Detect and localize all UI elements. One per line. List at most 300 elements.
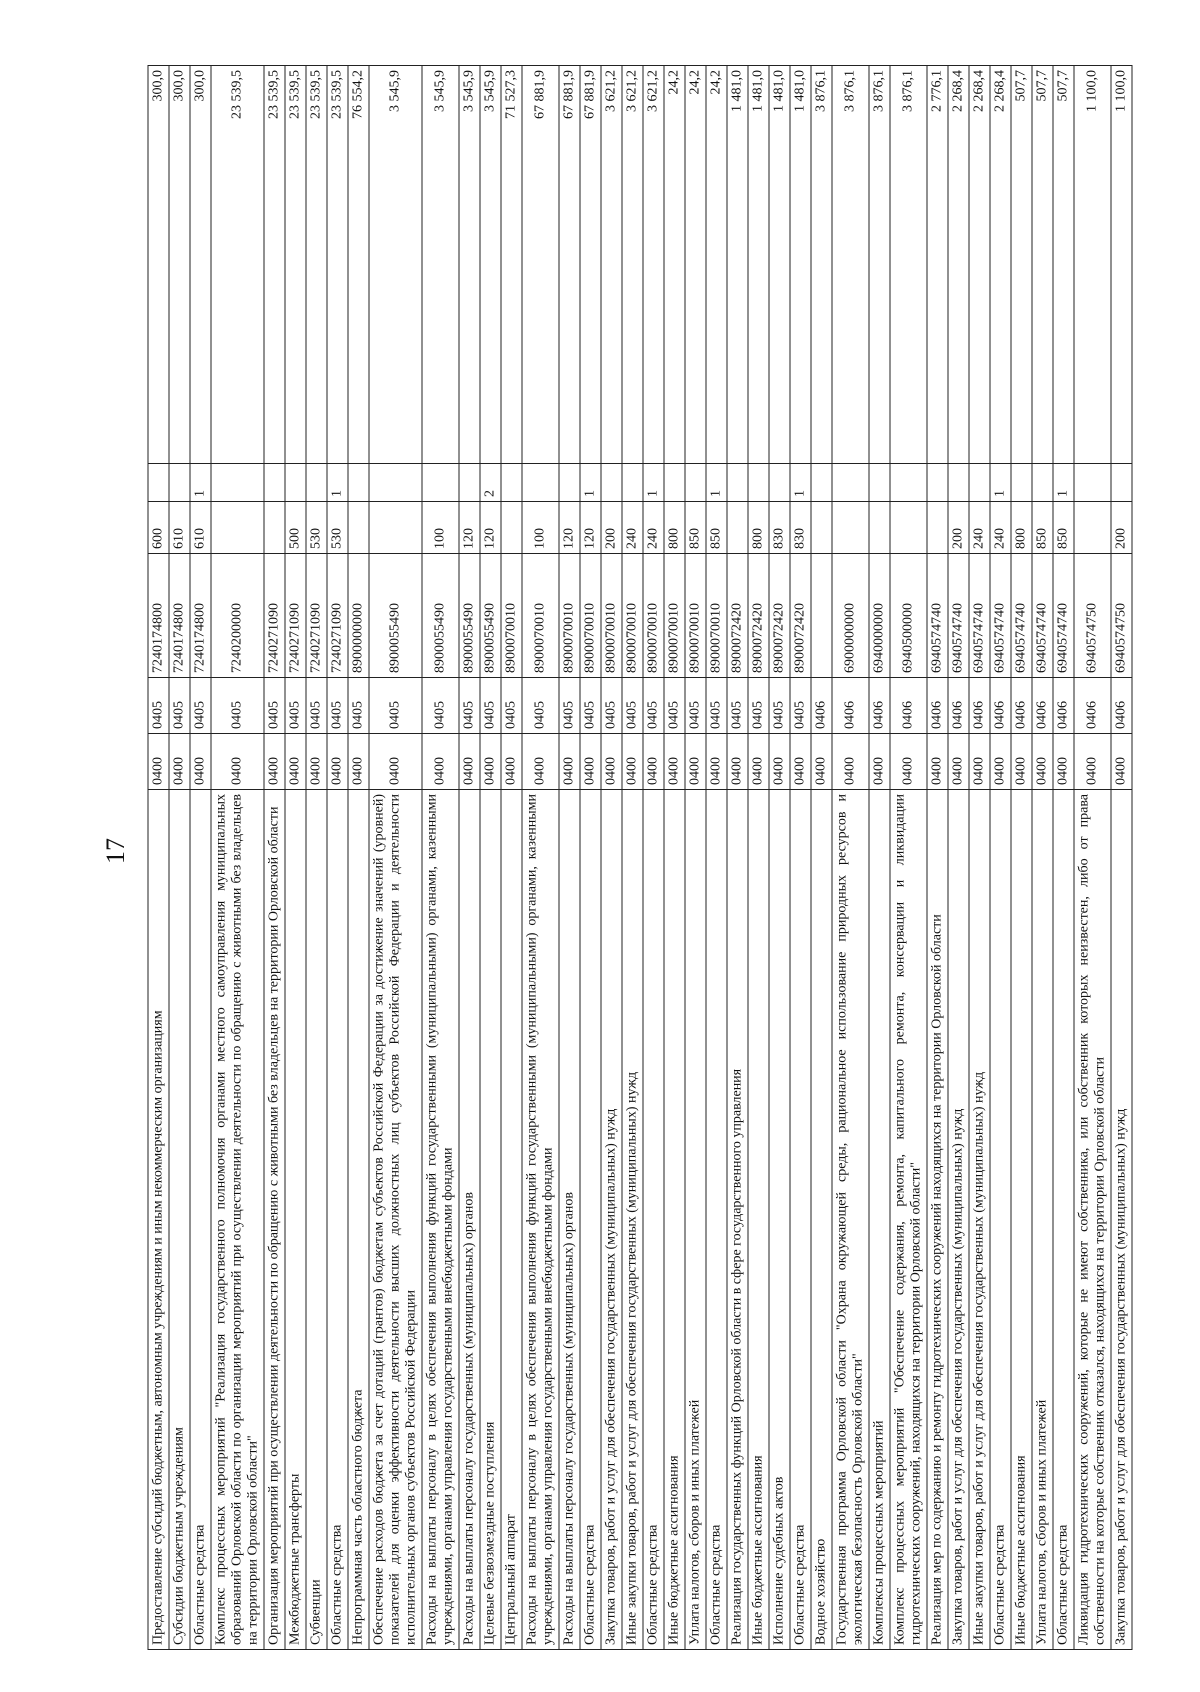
subsection-code-cell: 0406 xyxy=(1074,678,1111,734)
table-row xyxy=(422,66,459,1650)
expense-type-cell: 600 xyxy=(148,502,169,554)
expense-name-cell: Уплата налогов, сборов и иных платежей xyxy=(1032,790,1053,1650)
section-code-cell: 0400 xyxy=(211,734,264,790)
target-article-cell: 6940000000 xyxy=(869,554,890,678)
expense-name-cell: Реализация мер по содержанию и ремонту гидротехнических сооружений находящихся на территории Орловской области xyxy=(927,790,948,1650)
amount-cell: 3 545,9 xyxy=(369,66,422,464)
amount-cell: 24,2 xyxy=(685,66,706,464)
subsection-code-cell: 0406 xyxy=(1111,678,1132,734)
funding-source-cell xyxy=(748,464,769,502)
subsection-code-cell: 0405 xyxy=(211,678,264,734)
amount-cell: 3 621,2 xyxy=(601,66,622,464)
table-row xyxy=(1074,66,1111,1650)
subsection-code-cell: 0406 xyxy=(890,678,927,734)
funding-source-cell xyxy=(1032,464,1053,502)
amount-cell: 3 876,1 xyxy=(811,66,832,464)
target-article-cell: 8900070010 xyxy=(559,554,580,678)
funding-source-cell: 1 xyxy=(643,464,664,502)
expense-name-cell: Расходы на выплаты персоналу государственных (муниципальных) органов xyxy=(459,790,480,1650)
table-row xyxy=(969,66,990,1650)
expense-name-cell: Ликвидация гидротехнических сооружений, которые не имеют собственника, или собственник которых неизвестен, либо от права собственности на которые собственник отказался, находящихся на территории Орловской области xyxy=(1074,790,1111,1650)
funding-source-cell xyxy=(769,464,790,502)
expense-name-cell: Непрограммная часть областного бюджета xyxy=(348,790,369,1650)
section-code-cell: 0400 xyxy=(664,734,685,790)
section-code-cell: 0400 xyxy=(264,734,285,790)
table-row xyxy=(990,66,1011,1650)
amount-cell: 23 539,5 xyxy=(211,66,264,464)
section-code-cell: 0400 xyxy=(927,734,948,790)
table-row xyxy=(580,66,601,1650)
expense-type-cell: 530 xyxy=(327,502,348,554)
section-code-cell: 0400 xyxy=(811,734,832,790)
section-code-cell: 0400 xyxy=(306,734,327,790)
section-code-cell: 0400 xyxy=(422,734,459,790)
target-article-cell: 8900072420 xyxy=(727,554,748,678)
table-row xyxy=(285,66,306,1650)
subsection-code-cell: 0405 xyxy=(264,678,285,734)
expense-name-cell: Иные закупки товаров, работ и услуг для обеспечения государственных (муниципальных) нужд xyxy=(969,790,990,1650)
expense-type-cell xyxy=(811,502,832,554)
section-code-cell: 0400 xyxy=(148,734,169,790)
table-row xyxy=(790,66,811,1650)
expense-name-cell: Субвенции xyxy=(306,790,327,1650)
amount-cell: 3 621,2 xyxy=(643,66,664,464)
funding-source-cell xyxy=(522,464,559,502)
amount-cell: 24,2 xyxy=(706,66,727,464)
expense-type-cell: 100 xyxy=(422,502,459,554)
amount-cell: 507,7 xyxy=(1053,66,1074,464)
funding-source-cell xyxy=(622,464,643,502)
funding-source-cell xyxy=(664,464,685,502)
section-code-cell: 0400 xyxy=(480,734,501,790)
table-row xyxy=(211,66,264,1650)
section-code-cell: 0400 xyxy=(580,734,601,790)
target-article-cell: 8900070010 xyxy=(601,554,622,678)
expense-type-cell xyxy=(348,502,369,554)
expense-type-cell: 200 xyxy=(1111,502,1132,554)
table-row xyxy=(927,66,948,1650)
subsection-code-cell: 0405 xyxy=(501,678,522,734)
expense-type-cell: 240 xyxy=(990,502,1011,554)
target-article-cell: 8900055490 xyxy=(459,554,480,678)
subsection-code-cell: 0406 xyxy=(1011,678,1032,734)
target-article-cell: 8900070010 xyxy=(664,554,685,678)
target-article-cell: 7240174800 xyxy=(190,554,211,678)
subsection-code-cell: 0406 xyxy=(869,678,890,734)
expense-name-cell: Областные средства xyxy=(327,790,348,1650)
subsection-code-cell: 0405 xyxy=(727,678,748,734)
expense-type-cell xyxy=(869,502,890,554)
funding-source-cell xyxy=(211,464,264,502)
amount-cell: 23 539,5 xyxy=(327,66,348,464)
amount-cell: 3 876,1 xyxy=(869,66,890,464)
expense-name-cell: Областные средства xyxy=(643,790,664,1650)
target-article-cell: 8900055490 xyxy=(369,554,422,678)
section-code-cell: 0400 xyxy=(706,734,727,790)
section-code-cell: 0400 xyxy=(1011,734,1032,790)
expense-type-cell xyxy=(832,502,869,554)
target-article-cell: 8900072420 xyxy=(769,554,790,678)
expense-type-cell xyxy=(727,502,748,554)
target-article-cell: 6900000000 xyxy=(832,554,869,678)
funding-source-cell xyxy=(459,464,480,502)
subsection-code-cell: 0405 xyxy=(148,678,169,734)
subsection-code-cell: 0406 xyxy=(1032,678,1053,734)
expense-name-cell: Центральный аппарат xyxy=(501,790,522,1650)
expense-name-cell: Расходы на выплаты персоналу в целях обеспечения выполнения функций государственными (муниципальными) органами, казенными учреждениями, органами управления государственными внебюджетными фондами xyxy=(422,790,459,1650)
subsection-code-cell: 0405 xyxy=(459,678,480,734)
table-row xyxy=(769,66,790,1650)
subsection-code-cell: 0405 xyxy=(169,678,190,734)
target-article-cell: 7240271090 xyxy=(285,554,306,678)
table-row xyxy=(1032,66,1053,1650)
expense-type-cell xyxy=(211,502,264,554)
target-article-cell: 6940574740 xyxy=(927,554,948,678)
subsection-code-cell: 0405 xyxy=(643,678,664,734)
expense-type-cell: 830 xyxy=(769,502,790,554)
table-row xyxy=(348,66,369,1650)
expense-type-cell: 120 xyxy=(459,502,480,554)
section-code-cell: 0400 xyxy=(327,734,348,790)
expense-type-cell: 240 xyxy=(643,502,664,554)
amount-cell: 67 881,9 xyxy=(559,66,580,464)
subsection-code-cell: 0405 xyxy=(559,678,580,734)
section-code-cell: 0400 xyxy=(969,734,990,790)
table-row xyxy=(727,66,748,1650)
amount-cell: 2 268,4 xyxy=(969,66,990,464)
target-article-cell: 7240174800 xyxy=(169,554,190,678)
section-code-cell: 0400 xyxy=(1032,734,1053,790)
funding-source-cell xyxy=(685,464,706,502)
expense-name-cell: Иные бюджетные ассигнования xyxy=(748,790,769,1650)
expense-name-cell: Организация мероприятий при осуществлении деятельности по обращению с животными без владельцев на территории Орловской области xyxy=(264,790,285,1650)
target-article-cell: 8900070010 xyxy=(522,554,559,678)
subsection-code-cell: 0405 xyxy=(306,678,327,734)
funding-source-cell xyxy=(1074,464,1111,502)
funding-source-cell xyxy=(869,464,890,502)
expense-type-cell: 850 xyxy=(706,502,727,554)
target-article-cell: 6940574750 xyxy=(1074,554,1111,678)
subsection-code-cell: 0405 xyxy=(369,678,422,734)
table-row xyxy=(1111,66,1132,1650)
funding-source-cell xyxy=(148,464,169,502)
subsection-code-cell: 0406 xyxy=(948,678,969,734)
funding-source-cell xyxy=(169,464,190,502)
table-row xyxy=(811,66,832,1650)
table-row xyxy=(748,66,769,1650)
target-article-cell: 7240271090 xyxy=(264,554,285,678)
expense-name-cell: Областные средства xyxy=(1053,790,1074,1650)
section-code-cell: 0400 xyxy=(622,734,643,790)
budget-table xyxy=(148,65,1133,1650)
subsection-code-cell: 0405 xyxy=(706,678,727,734)
section-code-cell: 0400 xyxy=(369,734,422,790)
target-article-cell: 8900000000 xyxy=(348,554,369,678)
target-article-cell: 7240271090 xyxy=(327,554,348,678)
expense-name-cell: Закупка товаров, работ и услуг для обеспечения государственных (муниципальных) нужд xyxy=(601,790,622,1650)
table-row xyxy=(685,66,706,1650)
amount-cell: 2 268,4 xyxy=(948,66,969,464)
target-article-cell: 8900070010 xyxy=(706,554,727,678)
amount-cell: 3 876,1 xyxy=(890,66,927,464)
amount-cell: 300,0 xyxy=(169,66,190,464)
target-article-cell: 6940574740 xyxy=(969,554,990,678)
amount-cell: 3 545,9 xyxy=(480,66,501,464)
amount-cell: 23 539,5 xyxy=(306,66,327,464)
expense-name-cell: Комплекс процессных мероприятий "Реализация государственного полномочия органами местного самоуправления муниципальных образований Орловской области по организации мероприятий при осуществлении деятельности по обращению с животными без владельцев на территории Орловской области" xyxy=(211,790,264,1650)
subsection-code-cell: 0405 xyxy=(685,678,706,734)
subsection-code-cell: 0406 xyxy=(927,678,948,734)
table-row xyxy=(459,66,480,1650)
amount-cell: 1 481,0 xyxy=(769,66,790,464)
amount-cell: 24,2 xyxy=(664,66,685,464)
subsection-code-cell: 0405 xyxy=(790,678,811,734)
funding-source-cell xyxy=(306,464,327,502)
expense-type-cell xyxy=(1074,502,1111,554)
target-article-cell: 6940574740 xyxy=(1011,554,1032,678)
funding-source-cell xyxy=(422,464,459,502)
table-row xyxy=(559,66,580,1650)
target-article-cell: 6940574740 xyxy=(990,554,1011,678)
subsection-code-cell: 0405 xyxy=(522,678,559,734)
expense-name-cell: Межбюджетные трансферты xyxy=(285,790,306,1650)
table-row xyxy=(832,66,869,1650)
funding-source-cell xyxy=(601,464,622,502)
section-code-cell: 0400 xyxy=(727,734,748,790)
funding-source-cell xyxy=(832,464,869,502)
table-row xyxy=(706,66,727,1650)
subsection-code-cell: 0405 xyxy=(769,678,790,734)
table-row xyxy=(306,66,327,1650)
expense-type-cell: 800 xyxy=(664,502,685,554)
table-row xyxy=(948,66,969,1650)
subsection-code-cell: 0405 xyxy=(285,678,306,734)
expense-type-cell xyxy=(369,502,422,554)
subsection-code-cell: 0406 xyxy=(990,678,1011,734)
target-article-cell: 8900055490 xyxy=(480,554,501,678)
amount-cell: 1 481,0 xyxy=(748,66,769,464)
amount-cell: 23 539,5 xyxy=(285,66,306,464)
expense-name-cell: Областные средства xyxy=(190,790,211,1650)
funding-source-cell xyxy=(285,464,306,502)
subsection-code-cell: 0405 xyxy=(190,678,211,734)
target-article-cell: 8900070010 xyxy=(622,554,643,678)
table-row xyxy=(869,66,890,1650)
funding-source-cell: 1 xyxy=(790,464,811,502)
subsection-code-cell: 0406 xyxy=(969,678,990,734)
expense-type-cell xyxy=(927,502,948,554)
expense-type-cell: 610 xyxy=(169,502,190,554)
expense-type-cell: 100 xyxy=(522,502,559,554)
funding-source-cell: 1 xyxy=(580,464,601,502)
target-article-cell xyxy=(811,554,832,678)
subsection-code-cell: 0405 xyxy=(622,678,643,734)
expense-name-cell: Закупка товаров, работ и услуг для обеспечения государственных (муниципальных) нужд xyxy=(1111,790,1132,1650)
table-row xyxy=(664,66,685,1650)
expense-type-cell: 200 xyxy=(948,502,969,554)
funding-source-cell xyxy=(1111,464,1132,502)
expense-name-cell: Областные средства xyxy=(706,790,727,1650)
section-code-cell: 0400 xyxy=(348,734,369,790)
subsection-code-cell: 0406 xyxy=(811,678,832,734)
target-article-cell: 8900070010 xyxy=(685,554,706,678)
funding-source-cell xyxy=(727,464,748,502)
table-row xyxy=(480,66,501,1650)
amount-cell: 507,7 xyxy=(1011,66,1032,464)
target-article-cell: 6940574740 xyxy=(948,554,969,678)
funding-source-cell xyxy=(1011,464,1032,502)
expense-type-cell xyxy=(890,502,927,554)
expense-type-cell: 850 xyxy=(685,502,706,554)
section-code-cell: 0400 xyxy=(1074,734,1111,790)
subsection-code-cell: 0405 xyxy=(748,678,769,734)
expense-type-cell xyxy=(501,502,522,554)
section-code-cell: 0400 xyxy=(501,734,522,790)
expense-name-cell: Обеспечение расходов бюджета за счет дотаций (грантов) бюджетам субъектов Российской Федерации за достижение значений (уровней) показателей для оценки эффективности деятельности высших должностных лиц субъектов Российской Федерации и деятельности исполнительных органов субъектов Российской Федерации xyxy=(369,790,422,1650)
section-code-cell: 0400 xyxy=(1053,734,1074,790)
funding-source-cell: 1 xyxy=(706,464,727,502)
table-row xyxy=(1053,66,1074,1650)
section-code-cell: 0400 xyxy=(869,734,890,790)
funding-source-cell xyxy=(369,464,422,502)
section-code-cell: 0400 xyxy=(990,734,1011,790)
expense-name-cell: Реализация государственных функций Орловской области в сфере государственного управления xyxy=(727,790,748,1650)
target-article-cell: 8900070010 xyxy=(643,554,664,678)
amount-cell: 1 100,0 xyxy=(1074,66,1111,464)
section-code-cell: 0400 xyxy=(948,734,969,790)
expense-type-cell: 800 xyxy=(1011,502,1032,554)
amount-cell: 23 539,5 xyxy=(264,66,285,464)
expense-type-cell: 120 xyxy=(580,502,601,554)
expense-type-cell: 200 xyxy=(601,502,622,554)
section-code-cell: 0400 xyxy=(643,734,664,790)
expense-type-cell: 610 xyxy=(190,502,211,554)
table-row xyxy=(501,66,522,1650)
funding-source-cell xyxy=(969,464,990,502)
expense-type-cell: 120 xyxy=(480,502,501,554)
expense-name-cell: Закупка товаров, работ и услуг для обеспечения государственных (муниципальных) нужд xyxy=(948,790,969,1650)
funding-source-cell xyxy=(948,464,969,502)
amount-cell: 1 481,0 xyxy=(790,66,811,464)
table-row xyxy=(643,66,664,1650)
section-code-cell: 0400 xyxy=(169,734,190,790)
funding-source-cell xyxy=(559,464,580,502)
amount-cell: 3 545,9 xyxy=(422,66,459,464)
subsection-code-cell: 0405 xyxy=(580,678,601,734)
expense-name-cell: Областные средства xyxy=(990,790,1011,1650)
target-article-cell: 8900070010 xyxy=(580,554,601,678)
section-code-cell: 0400 xyxy=(190,734,211,790)
table-row xyxy=(327,66,348,1650)
expense-type-cell: 850 xyxy=(1032,502,1053,554)
subsection-code-cell: 0406 xyxy=(1053,678,1074,734)
expense-name-cell: Комплекс процессных мероприятий "Обеспечение содержания, ремонта, капитального ремонта, консервации и ликвидации гидротехнических сооружений, находящихся на территории Орловской области" xyxy=(890,790,927,1650)
amount-cell: 1 481,0 xyxy=(727,66,748,464)
amount-cell: 71 527,3 xyxy=(501,66,522,464)
table-row xyxy=(190,66,211,1650)
table-row xyxy=(264,66,285,1650)
funding-source-cell xyxy=(348,464,369,502)
target-article-cell: 8900070010 xyxy=(501,554,522,678)
section-code-cell: 0400 xyxy=(685,734,706,790)
expense-name-cell: Областные средства xyxy=(790,790,811,1650)
table-row xyxy=(1011,66,1032,1650)
expense-name-cell: Государственная программа Орловской области "Охрана окружающей среды, рациональное использование природных ресурсов и экологическая безопасность Орловской области" xyxy=(832,790,869,1650)
subsection-code-cell: 0405 xyxy=(327,678,348,734)
expense-name-cell: Областные средства xyxy=(580,790,601,1650)
amount-cell: 2 776,1 xyxy=(927,66,948,464)
table-row xyxy=(890,66,927,1650)
target-article-cell: 7240271090 xyxy=(306,554,327,678)
section-code-cell: 0400 xyxy=(748,734,769,790)
subsection-code-cell: 0405 xyxy=(601,678,622,734)
amount-cell: 3 545,9 xyxy=(459,66,480,464)
expense-name-cell: Уплата налогов, сборов и иных платежей xyxy=(685,790,706,1650)
subsection-code-cell: 0405 xyxy=(664,678,685,734)
target-article-cell: 7240200000 xyxy=(211,554,264,678)
expense-name-cell: Исполнение судебных актов xyxy=(769,790,790,1650)
funding-source-cell xyxy=(890,464,927,502)
table-row xyxy=(522,66,559,1650)
amount-cell: 2 268,4 xyxy=(990,66,1011,464)
target-article-cell: 6940500000 xyxy=(890,554,927,678)
section-code-cell: 0400 xyxy=(285,734,306,790)
amount-cell: 76 554,2 xyxy=(348,66,369,464)
amount-cell: 300,0 xyxy=(190,66,211,464)
target-article-cell: 8900072420 xyxy=(790,554,811,678)
amount-cell: 67 881,9 xyxy=(522,66,559,464)
amount-cell: 1 100,0 xyxy=(1111,66,1132,464)
budget-table-container xyxy=(148,66,1133,1650)
expense-name-cell: Субсидии бюджетным учреждениям xyxy=(169,790,190,1650)
expense-type-cell: 530 xyxy=(306,502,327,554)
table-row xyxy=(148,66,169,1650)
funding-source-cell xyxy=(264,464,285,502)
subsection-code-cell: 0405 xyxy=(480,678,501,734)
expense-name-cell: Целевые безвозмездные поступления xyxy=(480,790,501,1650)
section-code-cell: 0400 xyxy=(459,734,480,790)
table-row xyxy=(369,66,422,1650)
expense-type-cell: 850 xyxy=(1053,502,1074,554)
amount-cell: 507,7 xyxy=(1032,66,1053,464)
expense-type-cell xyxy=(264,502,285,554)
target-article-cell: 8900055490 xyxy=(422,554,459,678)
expense-name-cell: Расходы на выплаты персоналу государственных (муниципальных) органов xyxy=(559,790,580,1650)
table-row xyxy=(601,66,622,1650)
target-article-cell: 6940574740 xyxy=(1032,554,1053,678)
funding-source-cell xyxy=(501,464,522,502)
subsection-code-cell: 0405 xyxy=(348,678,369,734)
expense-name-cell: Иные закупки товаров, работ и услуг для обеспечения государственных (муниципальных) нужд xyxy=(622,790,643,1650)
funding-source-cell: 1 xyxy=(990,464,1011,502)
expense-type-cell: 120 xyxy=(559,502,580,554)
expense-name-cell: Комплексы процессных мероприятий xyxy=(869,790,890,1650)
section-code-cell: 0400 xyxy=(559,734,580,790)
funding-source-cell: 2 xyxy=(480,464,501,502)
funding-source-cell xyxy=(927,464,948,502)
amount-cell: 3 621,2 xyxy=(622,66,643,464)
section-code-cell: 0400 xyxy=(890,734,927,790)
target-article-cell: 8900072420 xyxy=(748,554,769,678)
table-row xyxy=(622,66,643,1650)
section-code-cell: 0400 xyxy=(601,734,622,790)
amount-cell: 67 881,9 xyxy=(580,66,601,464)
expense-name-cell: Иные бюджетные ассигнования xyxy=(664,790,685,1650)
section-code-cell: 0400 xyxy=(832,734,869,790)
funding-source-cell: 1 xyxy=(327,464,348,502)
target-article-cell: 7240174800 xyxy=(148,554,169,678)
amount-cell: 300,0 xyxy=(148,66,169,464)
